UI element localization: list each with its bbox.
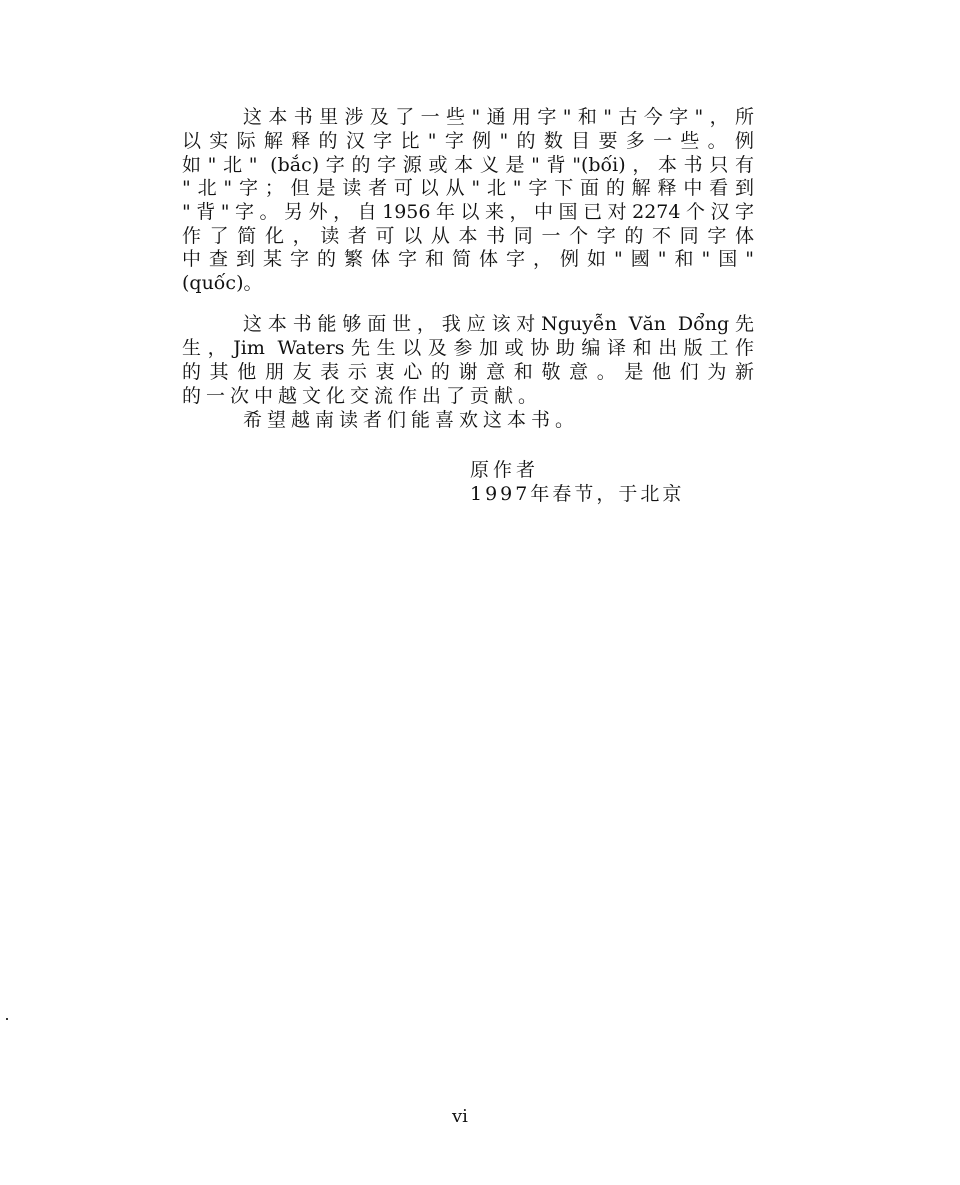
text-line: 如"北" (bắc)字的字源或本义是"背"(bối)，本书只有 bbox=[182, 154, 754, 176]
text-line: "北"字；但是读者可以从"北"字下面的解释中看到 bbox=[182, 177, 754, 199]
text-line: 作了简化，读者可以从本书同一个字的不同字体 bbox=[182, 225, 754, 247]
scan-speck bbox=[6, 1018, 8, 1020]
text-line: 这本书里涉及了一些"通用字"和"古今字"，所 bbox=[243, 106, 754, 128]
text-line: 以实际解释的汉字比"字例"的数目要多一些。例 bbox=[182, 130, 754, 152]
text-line: 中查到某字的繁体字和简体字，例如"國"和"国" bbox=[182, 248, 754, 270]
text-line: 这本书能够面世，我应该对Nguyễn Văn Dổng先 bbox=[243, 313, 754, 335]
signature-date: 1997年春节，于北京 bbox=[470, 483, 685, 505]
preface-paragraph-3: 希望越南读者们能喜欢这本书。 bbox=[243, 409, 580, 431]
text-line: (quốc)。 bbox=[182, 272, 263, 294]
signature-author: 原作者 bbox=[470, 459, 540, 481]
text-line: 的一次中越文化交流作出了贡献。 bbox=[182, 385, 543, 407]
text-line: "背"字。另外，自1956年以来，中国已对2274个汉字 bbox=[182, 201, 754, 223]
text-line: 的其他朋友表示衷心的谢意和敬意。是他们为新 bbox=[182, 361, 754, 383]
text-line: 生，Jim Waters先生以及参加或协助编译和出版工作 bbox=[182, 337, 754, 359]
page-number: vi bbox=[452, 1106, 468, 1127]
